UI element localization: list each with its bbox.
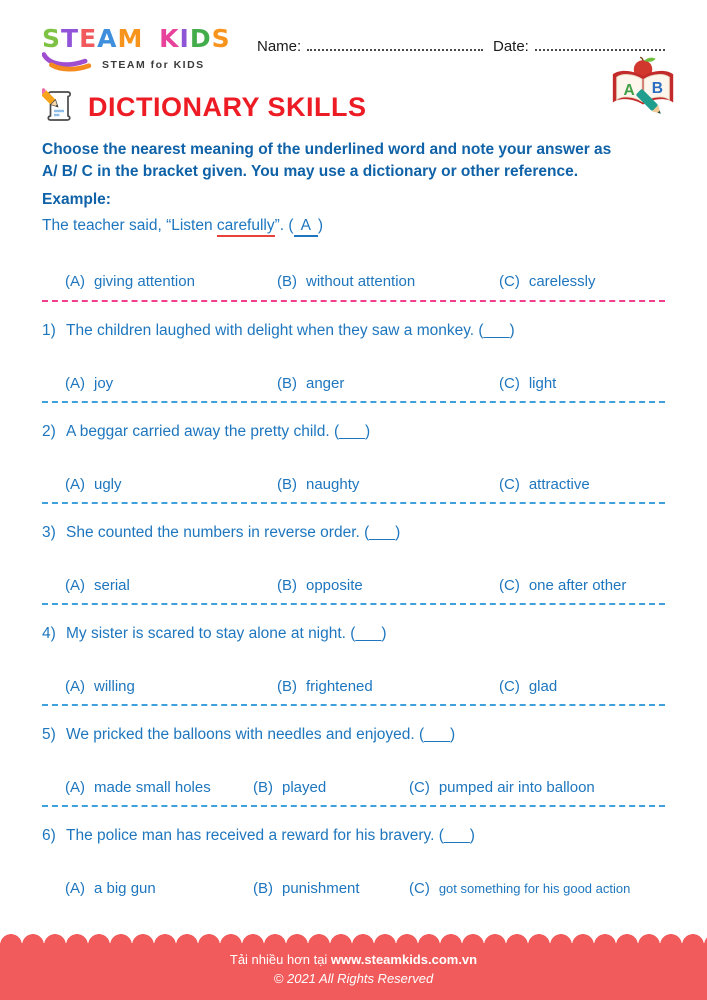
question-number: 5) [42, 726, 56, 743]
question-number: 3) [42, 524, 56, 541]
question-2-options [42, 476, 665, 493]
question-2 [42, 423, 665, 441]
question-text: We pricked the balloons with needles and enjoyed. (___) [66, 726, 456, 743]
svg-text:B: B [651, 79, 664, 97]
question-text: My sister is scared to stay alone at night. (___) [66, 625, 387, 642]
example-sentence: The teacher said, “Listen carefully”. ( A ) [42, 217, 665, 235]
question-3 [42, 524, 665, 542]
option-b: (B) without attention [277, 273, 416, 290]
option-a: (A) willing [65, 678, 135, 695]
option-b: (B) played [253, 779, 327, 796]
page-header [42, 0, 665, 77]
option-b: (B) anger [277, 375, 345, 392]
option-c: (C) one after other [499, 577, 627, 594]
name-line [307, 38, 483, 51]
option-b: (B) opposite [277, 577, 363, 594]
example-options [42, 273, 665, 290]
question-number: 4) [42, 625, 56, 642]
ab-book-icon [607, 56, 681, 123]
question-number: 2) [42, 423, 56, 440]
separator [42, 603, 665, 605]
separator [42, 502, 665, 504]
logo-wordmark: STEAM KIDS [42, 24, 231, 53]
steam-kids-logo [42, 26, 257, 77]
option-a: (A) ugly [65, 476, 122, 493]
option-a: (A) made small holes [65, 779, 211, 796]
option-b: (B) punishment [253, 880, 360, 897]
underlined-word: carefully [217, 217, 275, 237]
instructions-line1: Choose the nearest meaning of the underlined word and note your answer as [42, 141, 612, 158]
question-text: A beggar carried away the pretty child. (___) [66, 423, 371, 440]
example-label: Example: [42, 191, 111, 208]
option-c: (C) pumped air into balloon [409, 779, 595, 796]
question-5 [42, 726, 665, 744]
question-number: 1) [42, 322, 56, 339]
option-b: (B) frightened [277, 678, 373, 695]
footer-copyright: © 2021 All Rights Reserved [273, 971, 434, 986]
question-text: She counted the numbers in reverse order. (___) [66, 524, 401, 541]
scallop-edge [0, 934, 707, 944]
option-b: (B) naughty [277, 476, 360, 493]
option-c: (C) light [499, 375, 557, 392]
option-a: (A) joy [65, 375, 114, 392]
page-title: DICTIONARY SKILLS [88, 92, 367, 122]
instructions [42, 139, 665, 183]
question-4-options [42, 678, 665, 695]
svg-text:A: A [623, 81, 635, 99]
date-label: Date: [493, 38, 529, 55]
page-footer [0, 943, 707, 1000]
option-c: (C) got something for his good action [409, 880, 631, 897]
logo-swoosh-icon [42, 52, 102, 77]
separator [42, 300, 665, 302]
date-line [535, 38, 665, 51]
logo-tagline: STEAM for KIDS [102, 59, 205, 71]
question-number: 6) [42, 827, 56, 844]
separator [42, 805, 665, 807]
instructions-line2: A/ B/ C in the bracket given. You may use a dictionary or other reference. [42, 163, 579, 180]
question-6-options [42, 880, 665, 897]
website-url: www.steamkids.com.vn [330, 952, 478, 967]
separator [42, 704, 665, 706]
question-6 [42, 827, 665, 845]
question-3-options [42, 577, 665, 594]
option-c: (C) attractive [499, 476, 590, 493]
question-4 [42, 625, 665, 643]
option-c: (C) carelessly [499, 273, 596, 290]
pencil-note-icon [42, 87, 78, 128]
separator [42, 401, 665, 403]
option-a: (A) giving attention [65, 273, 195, 290]
option-a: (A) a big gun [65, 880, 156, 897]
example-answer: A [294, 217, 318, 237]
question-1 [42, 322, 665, 340]
option-c: (C) glad [499, 678, 558, 695]
name-label: Name: [257, 38, 302, 55]
question-5-options [42, 779, 665, 796]
question-text: The police man has received a reward for his bravery. (___) [66, 827, 475, 844]
question-text: The children laughed with delight when they saw a monkey. (___) [66, 322, 515, 339]
question-1-options [42, 375, 665, 392]
footer-tagline: Tải nhiều hơn tại www.steamkids.com.vn [229, 952, 478, 967]
option-a: (A) serial [65, 577, 130, 594]
